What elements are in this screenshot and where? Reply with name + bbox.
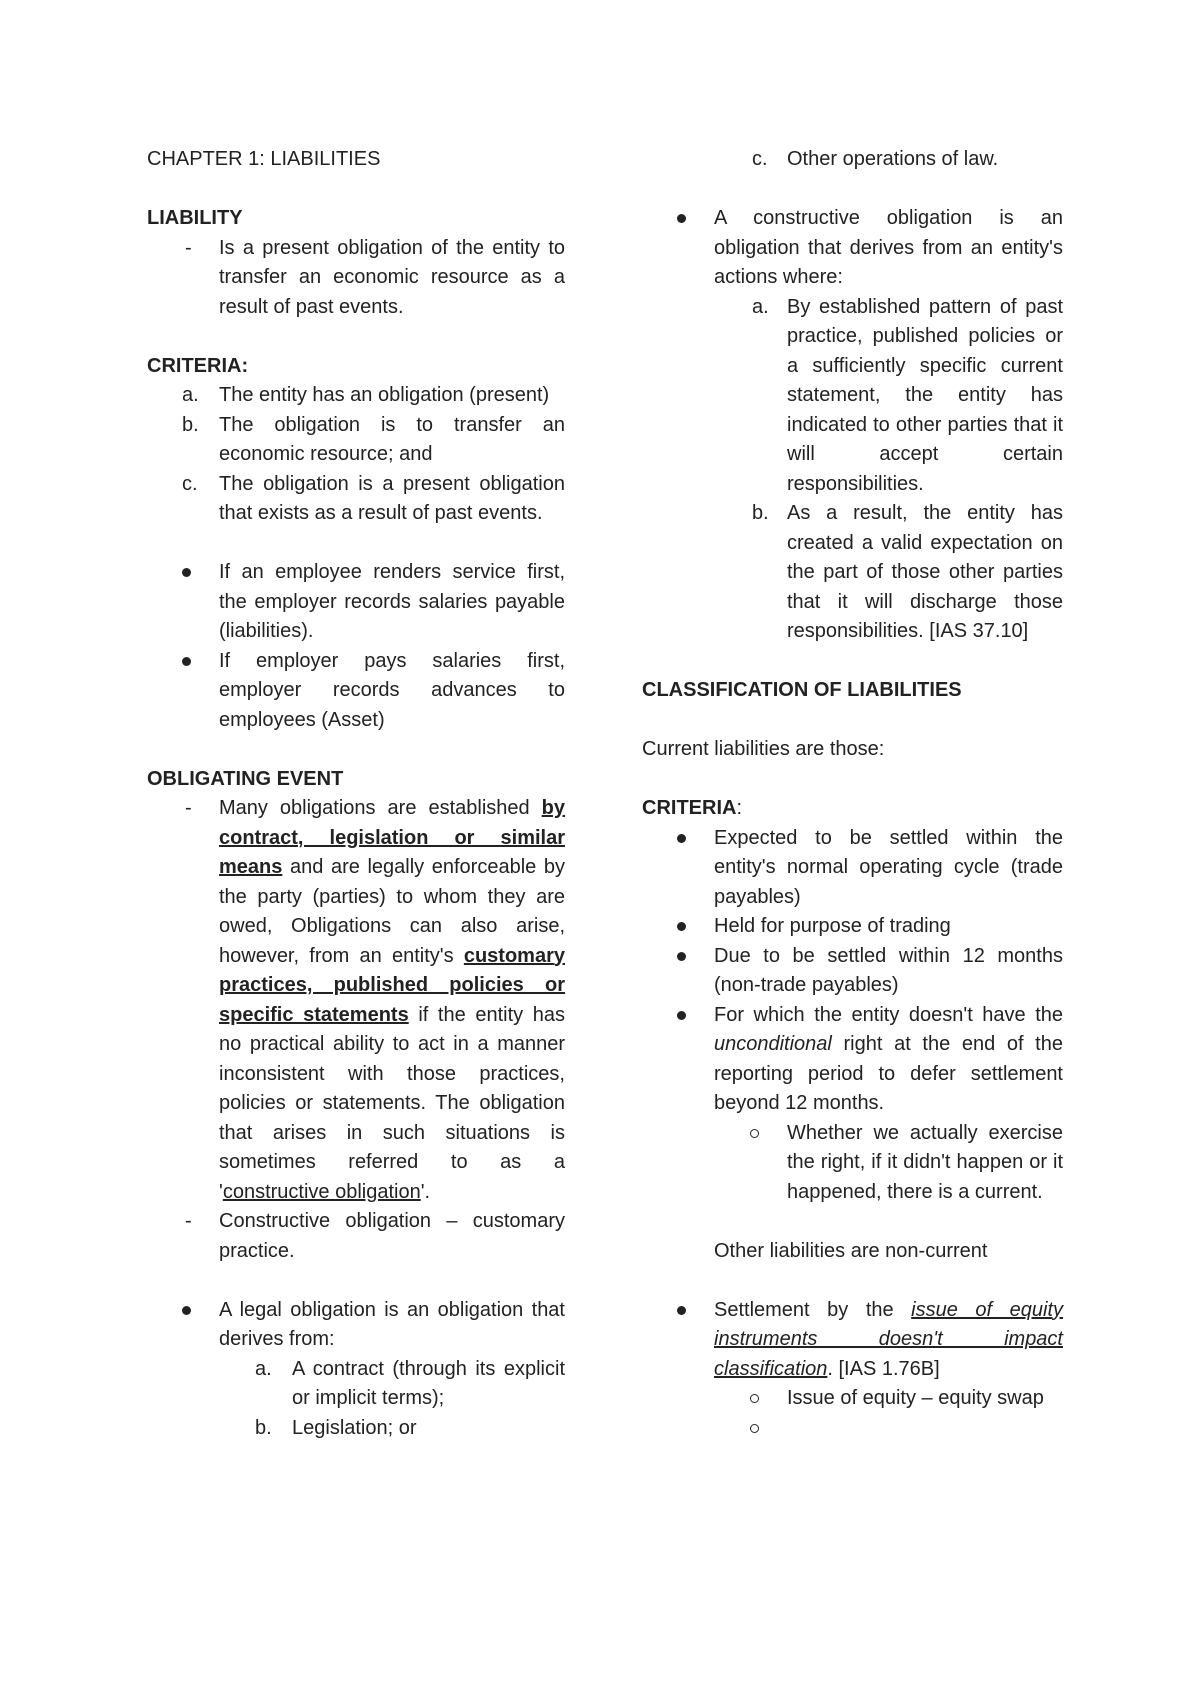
equity-swap-sub-item: Issue of equity – equity swap xyxy=(642,1384,1063,1414)
left-column xyxy=(147,145,565,1443)
legal-obligation-item: A legal obligation is an obligation that derives from: xyxy=(147,1296,565,1355)
constructive-sub-item: b. As a result, the entity has created a valid expectation on the part of those other parties that it will discharge those responsibilities. [IAS 37.10] xyxy=(752,502,1063,642)
bullet-icon xyxy=(677,1306,686,1315)
current-criteria-item: Expected to be settled within the entity's normal operating cycle (trade payables) xyxy=(642,824,1063,913)
hollow-bullet-icon xyxy=(750,1129,759,1138)
bullet-icon xyxy=(677,214,686,223)
hollow-bullet-icon xyxy=(750,1424,759,1433)
dash-marker: - xyxy=(185,236,192,259)
bullet-icon xyxy=(677,922,686,931)
right-column xyxy=(642,145,1063,1443)
bullet-icon xyxy=(182,657,191,666)
legal-sub-item: c. Other operations of law. xyxy=(752,148,999,170)
bullet-icon xyxy=(677,952,686,961)
dash-marker: - xyxy=(185,797,192,819)
hollow-bullet-icon xyxy=(750,1394,759,1403)
criteria-heading: CRITERIA: xyxy=(147,354,249,377)
ias-reference-link[interactable]: issue of equity instruments doesn't impact classification xyxy=(714,1298,1063,1380)
chapter-title: CHAPTER 1: LIABILITIES xyxy=(147,148,381,170)
current-liabilities-intro: Current liabilities are those: xyxy=(642,738,885,760)
liability-definition: - Is a present obligation of the entity to transfer an economic resource as a result of past events. xyxy=(147,234,565,323)
liability-heading: LIABILITY xyxy=(147,207,243,229)
bullet-icon xyxy=(182,1306,191,1315)
example-item: If an employee renders service first, the employer records salaries payable (liabilities). xyxy=(147,558,565,647)
dash-marker: - xyxy=(185,1210,192,1232)
bullet-icon xyxy=(677,834,686,843)
obligating-event-heading: OBLIGATING EVENT xyxy=(147,767,344,790)
example-item: If employer pays salaries first, employer records advances to employees (Asset) xyxy=(147,647,565,736)
bullet-icon xyxy=(677,1011,686,1020)
legal-sub-item: a. A contract (through its explicit or implicit terms); xyxy=(255,1357,565,1409)
current-criteria-item: Due to be settled within 12 months (non-trade payables) xyxy=(642,942,1063,1001)
criteria-item: c. The obligation is a present obligation that exists as a result of past events. xyxy=(182,472,565,524)
current-criteria-item: Held for purpose of trading xyxy=(642,912,1063,942)
constructive-sub-item: a. By established pattern of past practice, published policies or a sufficiently specific current statement, the entity has indicated to other parties that it will accept certain responsibilities. xyxy=(752,295,1063,495)
whether-sub-item: Whether we actually exercise the right, if it didn't happen or it happened, there is a current. xyxy=(642,1119,1063,1208)
current-criteria-item: For which the entity doesn't have the unconditional right at the end of the reporting period to defer settlement beyond 12 months. xyxy=(642,1001,1063,1119)
classification-heading: CLASSIFICATION OF LIABILITIES xyxy=(642,679,962,701)
constructive-obligation-item: A constructive obligation is an obligation that derives from an entity's actions where: xyxy=(642,204,1063,293)
obligating-event-text: - Many obligations are established by contract, legislation or similar means and are legally enforceable by the party (parties) to whom they are owed, Obligations can also arise, however, from an entity's customary practices, published policies or specific statements if the entity has no practical ability to act in a manner inconsistent with those practices, policies or statements. The obligation that arises in such situations is sometimes referred to as a 'constructive obligation'. xyxy=(147,794,565,1207)
constructive-note: - Constructive obligation – customary practice. xyxy=(147,1207,565,1266)
bullet-icon xyxy=(182,568,191,577)
criteria-item: a. The entity has an obligation (present) xyxy=(182,384,550,406)
criteria-item: b. The obligation is to transfer an economic resource; and xyxy=(182,413,565,465)
criteria-heading: CRITERIA: xyxy=(642,797,743,819)
non-current-note: Other liabilities are non-current xyxy=(714,1239,988,1262)
empty-sub-item xyxy=(642,1414,1063,1444)
settlement-item: Settlement by the issue of equity instruments doesn't impact classification. [IAS 1.76B] xyxy=(642,1296,1063,1385)
legal-sub-item: b. Legislation; or xyxy=(255,1416,417,1439)
